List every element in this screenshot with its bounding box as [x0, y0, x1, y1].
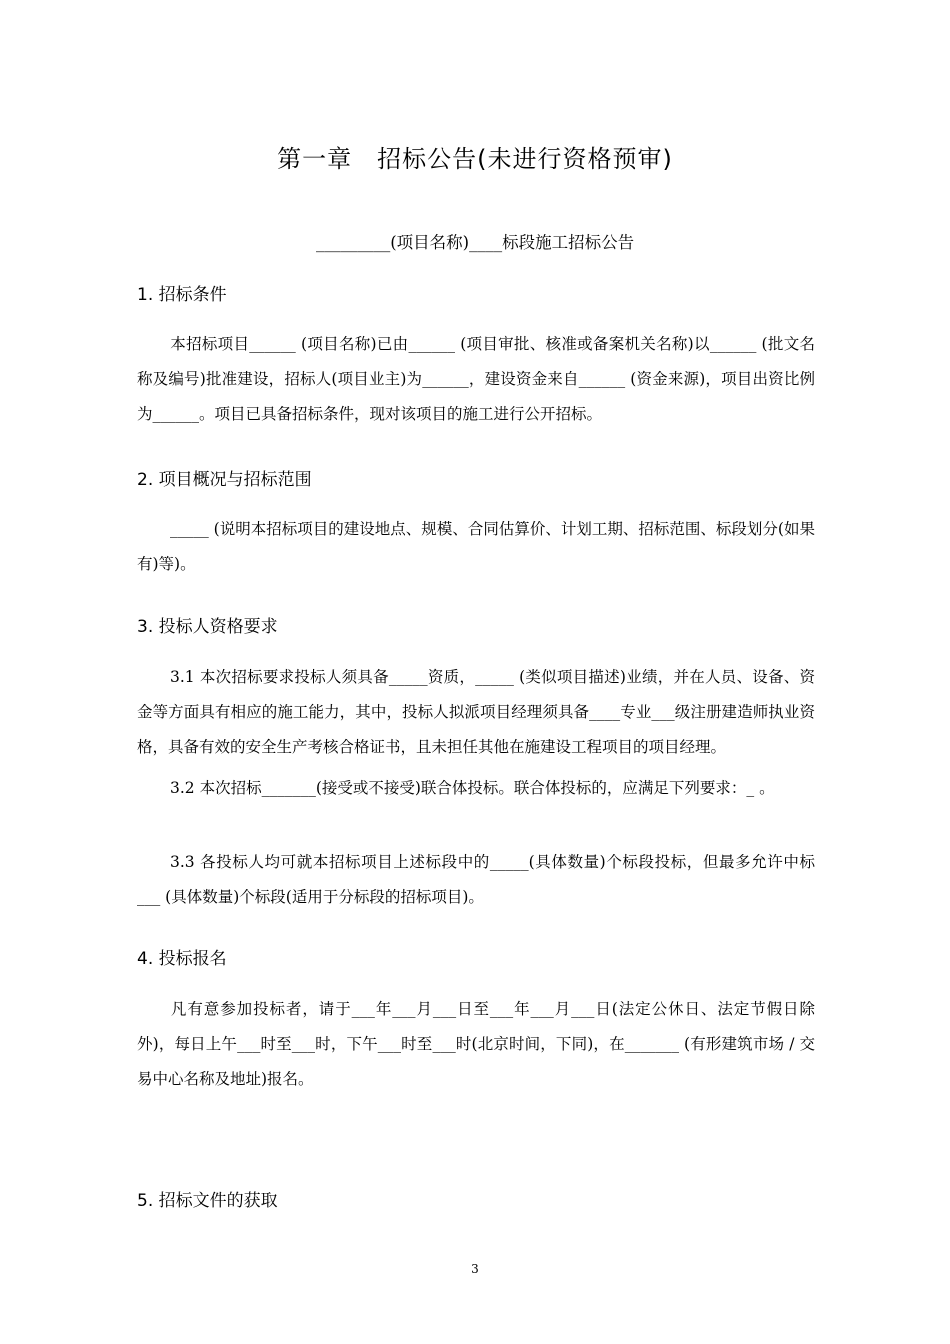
notice-subtitle: [0, 229, 950, 253]
subtitle-blank-2: ____: [469, 233, 503, 252]
section-4-paragraph: [137, 992, 815, 1097]
section-2-paragraph: [137, 512, 815, 582]
section-3-1-paragraph: [137, 660, 815, 765]
section-5-heading: 5. 招标文件的获取: [137, 1191, 278, 1211]
section-1-heading: 1. 招标条件: [137, 285, 227, 305]
section-1-paragraph: [137, 327, 815, 432]
section-3-3-paragraph: [137, 845, 815, 915]
subtitle-project-name: (项目名称): [390, 233, 470, 252]
section-1-text: 本招标项目______ (项目名称)已由______ (项目审批、核准或备案机关名称)以______ (批文名称及编号)批准建设，招标人(项目业主)为______，建设资金来自______ (资金来源)，项目出资比例为______。项目已具备招标条件，现对该项目的施工进行公开招标。: [137, 335, 815, 423]
section-4-heading: 4. 投标报名: [137, 949, 227, 969]
section-3-heading: 3. 投标人资格要求: [137, 617, 278, 637]
section-3-1-text: 3.1 本次招标要求投标人须具备_____资质，_____ (类似项目描述)业绩，并在人员、设备、资金等方面具有相应的施工能力，其中，投标人拟派项目经理须具备____专业___级注册建造师执业资格，具备有效的安全生产考核合格证书，且未担任其他在施建设工程项目的项目经理。: [137, 668, 815, 756]
page-number: 3: [471, 1262, 479, 1276]
section-2-heading: 2. 项目概况与招标范围: [137, 470, 312, 490]
subtitle-blank-1: _________: [315, 233, 391, 252]
subtitle-rest: 标段施工招标公告: [502, 233, 635, 252]
section-4-text: 凡有意参加投标者，请于___年___月___日至___年___月___日(法定公休日、法定节假日除外)，每日上午___时至___时，下午___时至___时(北京时间，下同)，在_______ (有形建筑市场 / 交易中心名称及地址)报名。: [137, 1000, 815, 1088]
section-3-2-paragraph: [137, 771, 815, 806]
section-3-2-text: 3.2 本次招标_______(接受或不接受)联合体投标。联合体投标的，应满足下列要求：_ 。: [170, 779, 775, 797]
section-2-text: _____ (说明本招标项目的建设地点、规模、合同估算价、计划工期、招标范围、标段划分(如果有)等)。: [137, 520, 815, 573]
chapter-title: 第一章 招标公告(未进行资格预审): [277, 145, 673, 173]
section-3-3-text: 3.3 各投标人均可就本招标项目上述标段中的_____(具体数量)个标段投标，但最多允许中标___ (具体数量)个标段(适用于分标段的招标项目)。: [137, 853, 815, 906]
